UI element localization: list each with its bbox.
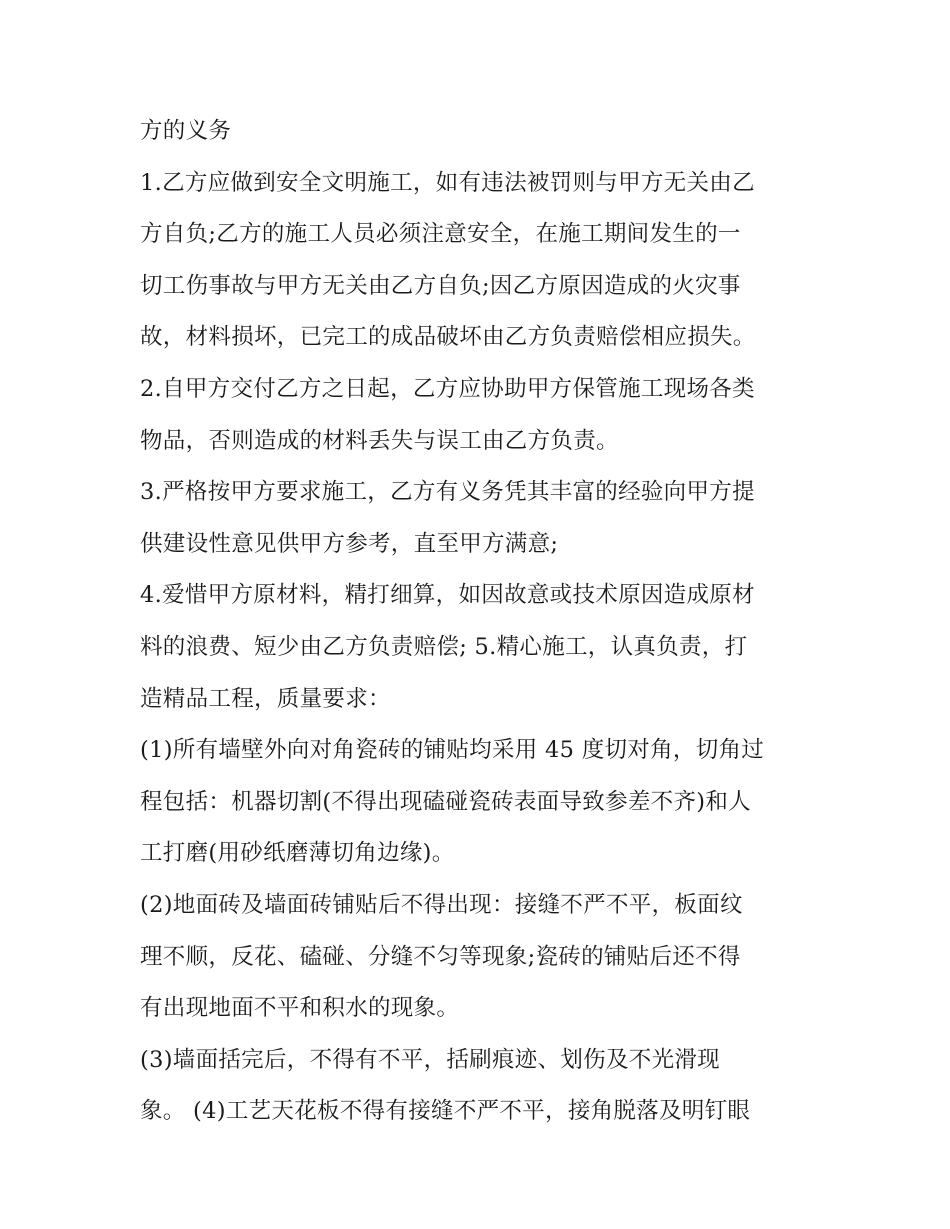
text-line: (3)墙面括完后，不得有不平，括刷痕迹、划伤及不光滑现	[140, 1046, 720, 1073]
text-line: 1.乙方应做到安全文明施工，如有违法被罚则与甲方无关由乙	[140, 169, 755, 196]
text-line: 4.爱惜甲方原材料，精打细算，如因故意或技术原因造成原材	[140, 582, 755, 609]
text-line: (1)所有墙壁外向对角瓷砖的铺贴均采用 45 度切对角，切角过	[140, 737, 765, 764]
text-line: 造精品工程，质量要求：	[140, 685, 391, 712]
text-line: 理不顺，反花、磕碰、分缝不匀等现象;瓷砖的铺贴后还不得	[140, 943, 741, 970]
text-line: (2)地面砖及墙面砖铺贴后不得出现：接缝不严不平，板面纹	[140, 891, 743, 918]
text-line: 故，材料损坏，已完工的成品破坏由乙方负责赔偿相应损失。	[140, 324, 756, 351]
text-line: 料的浪费、短少由乙方负责赔偿; 5.精心施工，认真负责，打	[140, 633, 748, 660]
text-line: 程包括：机器切割(不得出现磕碰瓷砖表面导致参差不齐)和人	[140, 788, 751, 815]
text-line: 象。 (4)工艺天花板不得有接缝不严不平，接角脱落及明钉眼	[140, 1098, 751, 1125]
text-line: 物品，否则造成的材料丢失与误工由乙方负责。	[140, 427, 619, 454]
text-line: 2.自甲方交付乙方之日起，乙方应协助甲方保管施工现场各类	[140, 375, 755, 402]
document-body	[140, 106, 820, 1138]
text-line: 3.严格按甲方要求施工，乙方有义务凭其丰富的经验向甲方提	[140, 479, 755, 506]
text-line: 方的义务	[140, 118, 232, 144]
text-line: 工打磨(用砂纸磨薄切角边缘)。	[140, 840, 455, 867]
text-line: 供建设性意见供甲方参考，直至甲方满意;	[140, 530, 559, 557]
text-line: 有出现地面不平和积水的现象。	[140, 995, 460, 1022]
text-line: 切工伤事故与甲方无关由乙方自负;因乙方原因造成的火灾事	[140, 272, 741, 299]
text-line: 方自负;乙方的施工人员必须注意安全，在施工期间发生的一	[140, 221, 741, 248]
